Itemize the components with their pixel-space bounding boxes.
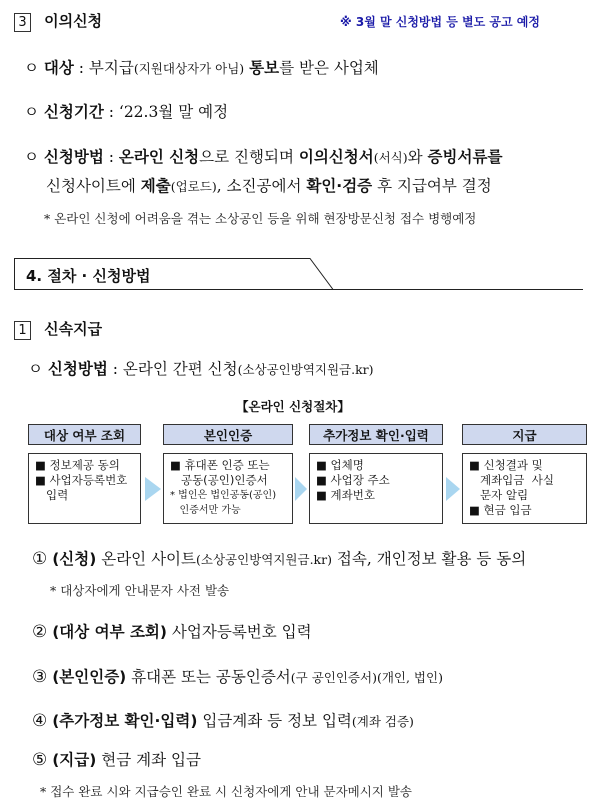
section-number-box: 3: [14, 13, 31, 32]
method-item-line2: 신청사이트에 제출(업로드), 소진공에서 확인·검증 후 지급여부 결정: [46, 177, 492, 195]
flow-step-3-head: 추가정보 확인·입력: [309, 424, 443, 445]
flow-step-4-head: 지급: [462, 424, 587, 445]
step-1-note: * 대상자에게 안내문자 사전 발송: [50, 583, 230, 598]
step-4: ④ (추가정보 확인·입력) 입금계좌 등 정보 입력(계좌 검증): [32, 711, 414, 731]
step-5-note: * 접수 완료 시와 지급승인 완료 시 신청자에게 안내 문자메시지 발송: [40, 784, 413, 799]
flow-step-4-box: ■ 신청결과 및 계좌입금 사실 문자 알림 ■ 현금 입금: [462, 453, 587, 524]
notice-text: ※ 3월 말 신청방법 등 별도 공고 예정: [340, 15, 540, 29]
method-item: ㅇ 신청방법 : 온라인 신청으로 진행되며 이의신청서(서식)와 증빙서류를: [24, 148, 503, 166]
step-1: ① (신청) 온라인 사이트(소상공인방역지원금.kr) 접속, 개인정보 활용 등 동의: [32, 549, 527, 569]
flow-title: 【온라인 신청절차】: [236, 399, 350, 414]
period-item: ㅇ 신청기간 : ‘22.3월 말 예정: [24, 103, 229, 121]
section-4-title: 4. 절차 · 신청방법: [26, 267, 151, 285]
flow-arrow-icon: [145, 477, 161, 501]
method-note: * 온라인 신청에 어려움을 겪는 소상공인 등을 위해 현장방문신청 접수 병행예정: [44, 211, 477, 226]
flow-step-2-box: ■ 휴대폰 인증 또는 공동(공인)인증서 * 법인은 법인공동(공인) 인증서만 가능: [163, 453, 293, 524]
period-label: 신청기간: [43, 103, 104, 121]
section-3-title: 이의신청: [44, 12, 103, 30]
flow-step-1-box: ■ 정보제공 동의 ■ 사업자등록번호 입력: [28, 453, 141, 524]
s1-method-item: ㅇ 신청방법 : 온라인 간편 신청(소상공인방역지원금.kr): [28, 360, 374, 378]
flow-arrow-icon: [295, 477, 311, 501]
flow-step-3-box: ■ 업체명 ■ 사업장 주소 ■ 계좌번호: [309, 453, 443, 524]
section-3-header: [14, 10, 102, 32]
flow-step-1-head: 대상 여부 조회: [28, 424, 141, 445]
section-number-box: 1: [14, 321, 31, 340]
flow-step-2-head: 본인인증: [163, 424, 293, 445]
target-item: ㅇ 대상 : 부지급(지원대상자가 아님) 통보를 받은 사업체: [24, 59, 379, 77]
section-1-title: 신속지급: [44, 320, 103, 338]
step-3: ③ (본인인증) 휴대폰 또는 공동인증서(구 공인인증서)(개인, 법인): [32, 667, 443, 687]
flow-arrow-icon: [446, 477, 462, 501]
section-1-header: [14, 318, 102, 340]
target-label: 대상: [43, 59, 74, 77]
step-5: ⑤ (지급) 현금 계좌 입금: [32, 750, 201, 770]
step-2: ② (대상 여부 조회) 사업자등록번호 입력: [32, 622, 312, 642]
